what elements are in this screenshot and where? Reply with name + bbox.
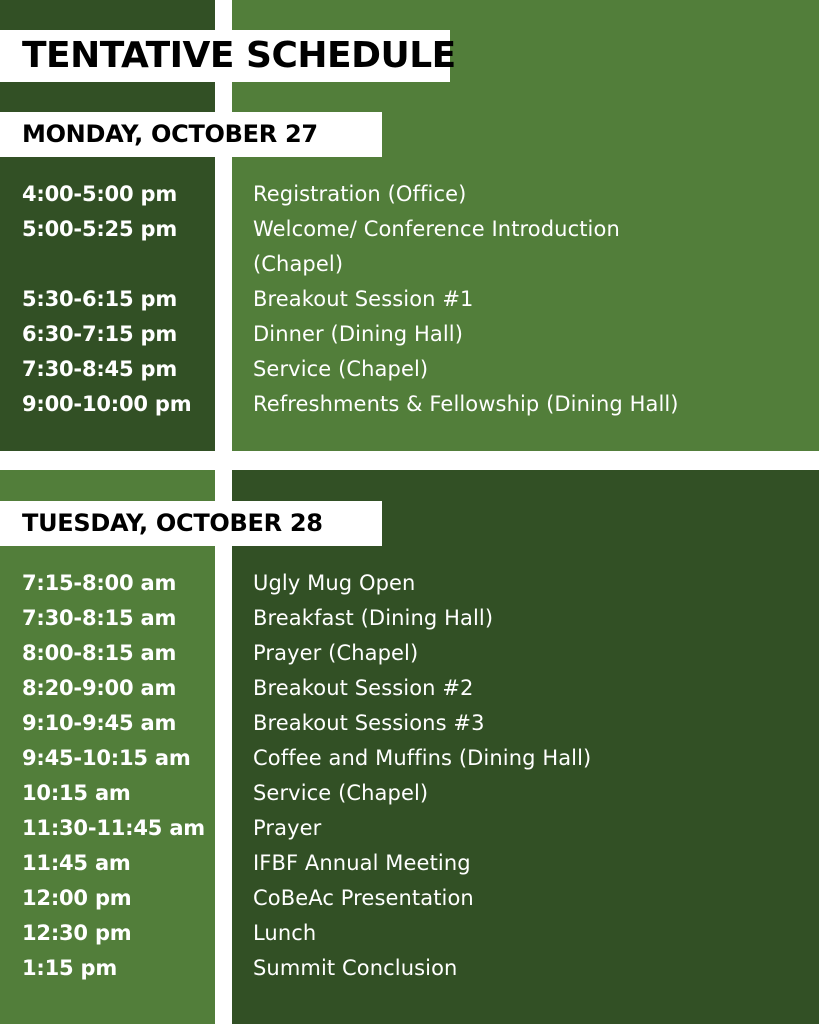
schedule-row [0,636,819,671]
row-time: 1:15 pm [22,956,118,980]
row-event: Breakout Sessions #3 [253,711,485,735]
row-time: 4:00-5:00 pm [22,182,178,206]
row-time: 8:20-9:00 am [22,676,177,700]
schedule-row [0,811,819,846]
row-event: Refreshments & Fellowship (Dining Hall) [253,392,679,416]
row-event: Ugly Mug Open [253,571,416,595]
row-time: 12:00 pm [22,886,132,910]
row-event: Coffee and Muffins (Dining Hall) [253,746,592,770]
schedule-row [0,706,819,741]
row-time: 11:45 am [22,851,131,875]
tuesday-heading: TUESDAY, OCTOBER 28 [0,501,382,546]
schedule-row [0,776,819,811]
schedule-row [0,846,819,881]
schedule-row [0,317,819,352]
schedule-row [0,881,819,916]
page-title: TENTATIVE SCHEDULE [0,30,450,82]
schedule-row [0,951,819,986]
schedule-row [0,741,819,776]
row-time: 7:30-8:15 am [22,606,177,630]
row-time: 7:30-8:45 pm [22,357,178,381]
row-event: Service (Chapel) [253,781,429,805]
schedule-row [0,566,819,601]
row-time: 5:30-6:15 pm [22,287,178,311]
row-event: Prayer [253,816,322,840]
row-event: Service (Chapel) [253,357,429,381]
row-time: 9:45-10:15 am [22,746,191,770]
row-event: Lunch [253,921,317,945]
schedule-row [0,601,819,636]
row-event: Prayer (Chapel) [253,641,419,665]
row-time: 8:00-8:15 am [22,641,177,665]
schedule-row [0,916,819,951]
row-time: 9:10-9:45 am [22,711,177,735]
row-time: 12:30 pm [22,921,132,945]
row-time: 6:30-7:15 pm [22,322,178,346]
schedule-row [0,177,819,212]
schedule-row [0,387,819,422]
row-event: Breakfast (Dining Hall) [253,606,494,630]
row-time: 11:30-11:45 am [22,816,205,840]
schedule-row [0,282,819,317]
row-time: 5:00-5:25 pm [22,217,178,241]
schedule-row [0,212,819,282]
row-event: Dinner (Dining Hall) [253,322,464,346]
monday-heading: MONDAY, OCTOBER 27 [0,112,382,157]
schedule-row [0,671,819,706]
row-event: Registration (Office) [253,182,467,206]
row-event: Summit Conclusion [253,956,458,980]
row-event: IFBF Annual Meeting [253,851,471,875]
schedule-row [0,352,819,387]
row-event: Breakout Session #1 [253,287,474,311]
row-event: Welcome/ Conference Introduction (Chapel) [253,217,620,276]
row-event: CoBeAc Presentation [253,886,474,910]
row-event: Breakout Session #2 [253,676,474,700]
row-time: 9:00-10:00 pm [22,392,192,416]
row-time: 7:15-8:00 am [22,571,177,595]
row-time: 10:15 am [22,781,131,805]
